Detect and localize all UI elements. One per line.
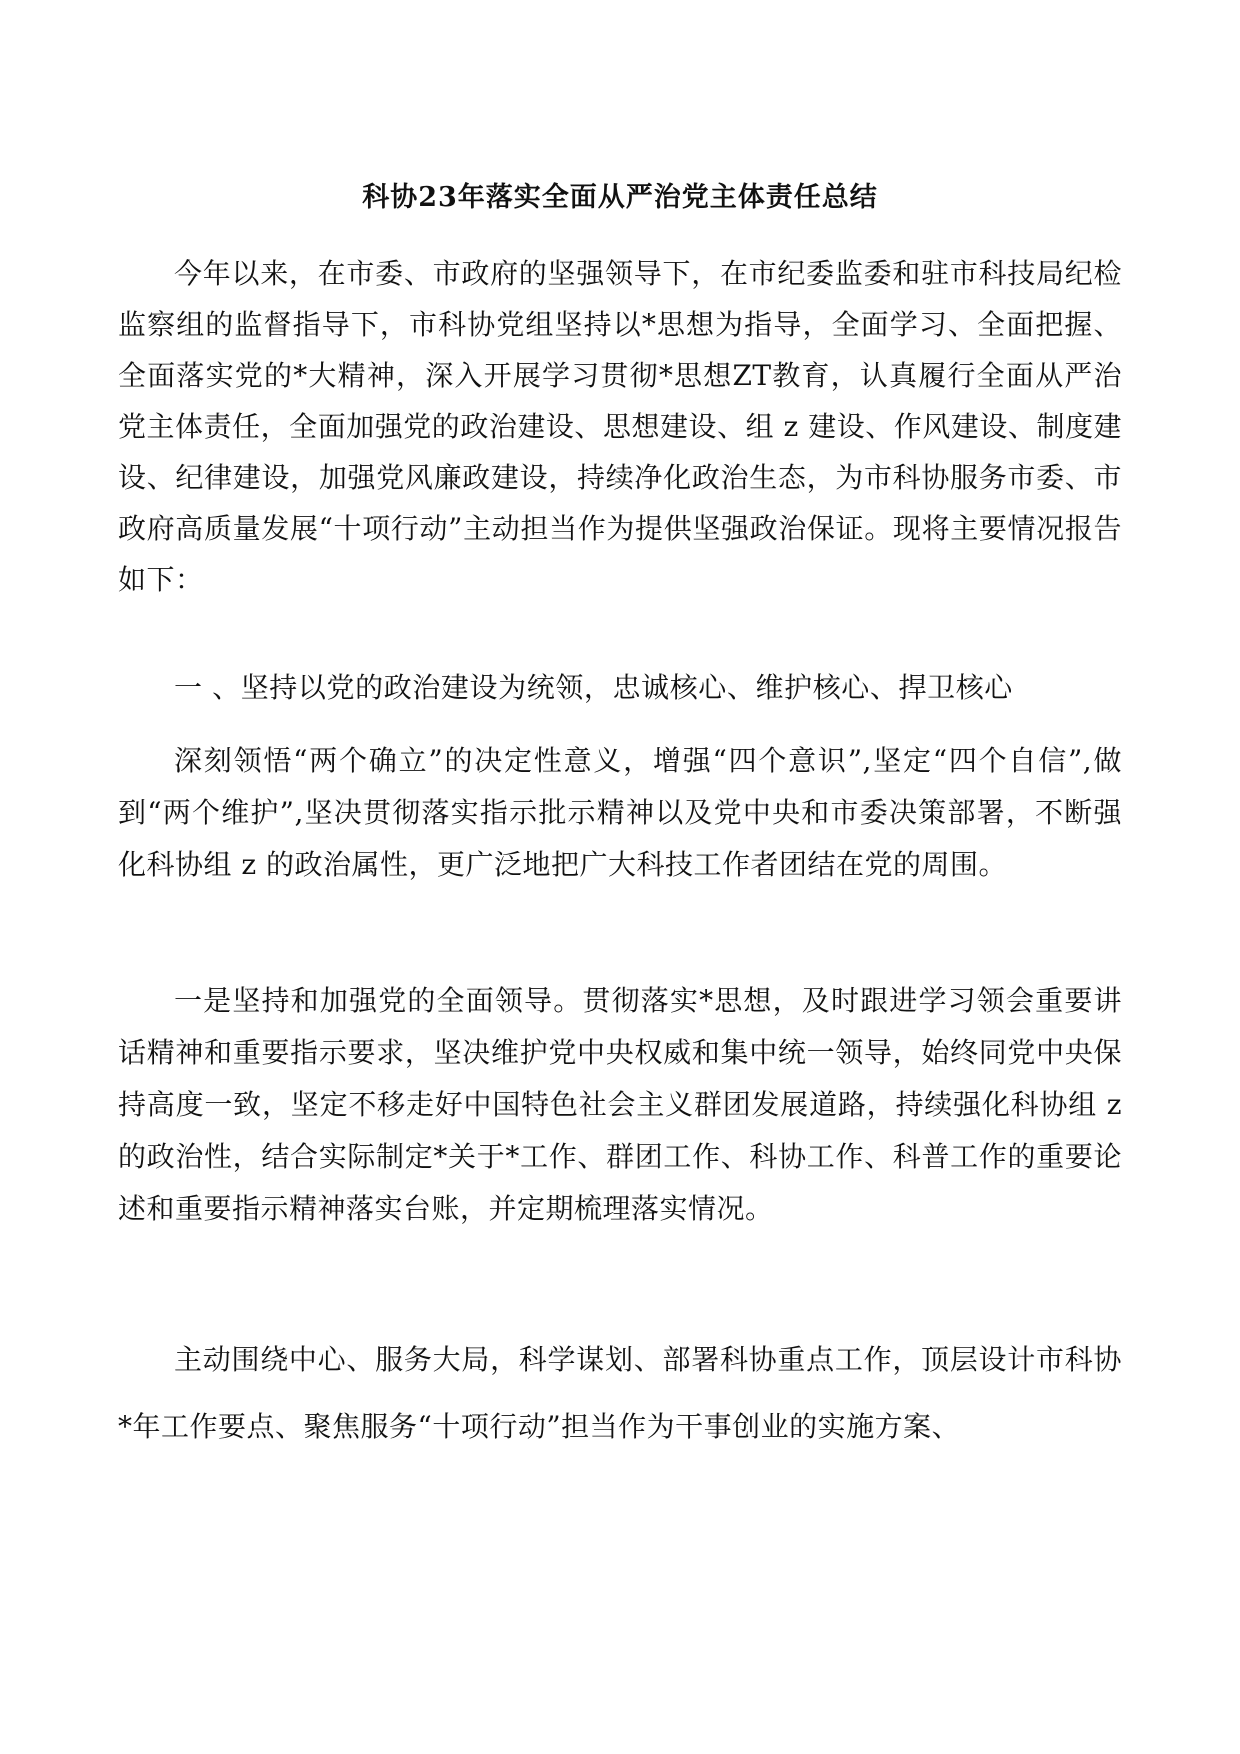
paragraph-section-1-summary: 深刻领悟“两个确立”的决定性意义，增强“四个意识”,坚定“四个自信”,做到“两个维护”,坚决贯彻落实指示批示精神以及党中央和市委决策部署，不断强化科协组 z 的政治属性，更广泛地把广大科技工作者团结在党的周围。: [118, 744, 1122, 881]
section-heading-1: 一 、坚持以党的政治建设为统领，忠诚核心、维护核心、捍卫核心: [174, 671, 1013, 704]
paragraph-point-2: 主动围绕中心、服务大局，科学谋划、部署科协重点工作，顶层设计市科协*年工作要点、聚焦服务“十项行动”担当作为干事创业的实施方案、: [118, 1343, 1122, 1443]
document-title: 科协23年落实全面从严治党主体责任总结: [362, 182, 878, 213]
paragraph-intro: 今年以来，在市委、市政府的坚强领导下，在市纪委监委和驻市科技局纪检监察组的监督指导下，市科协党组坚持以*思想为指导，全面学习、全面把握、全面落实党的*大精神，深入开展学习贯彻*思想ZT教育，认真履行全面从严治党主体责任，全面加强党的政治建设、思想建设、组 z 建设、作风建设、制度建设、纪律建设，加强党风廉政建设，持续净化政治生态，为市科协服务市委、市政府高质量发展“十项行动”主动担当作为提供坚强政治保证。现将主要情况报告如下：: [118, 257, 1122, 596]
paragraph-point-1: 一是坚持和加强党的全面领导。贯彻落实*思想，及时跟进学习领会重要讲话精神和重要指示要求，坚决维护党中央权威和集中统一领导，始终同党中央保持高度一致，坚定不移走好中国特色社会主义群团发展道路，持续强化科协组 z 的政治性，结合实际制定*关于*工作、群团工作、科协工作、科普工作的重要论述和重要指示精神落实台账，并定期梳理落实情况。: [118, 984, 1122, 1225]
